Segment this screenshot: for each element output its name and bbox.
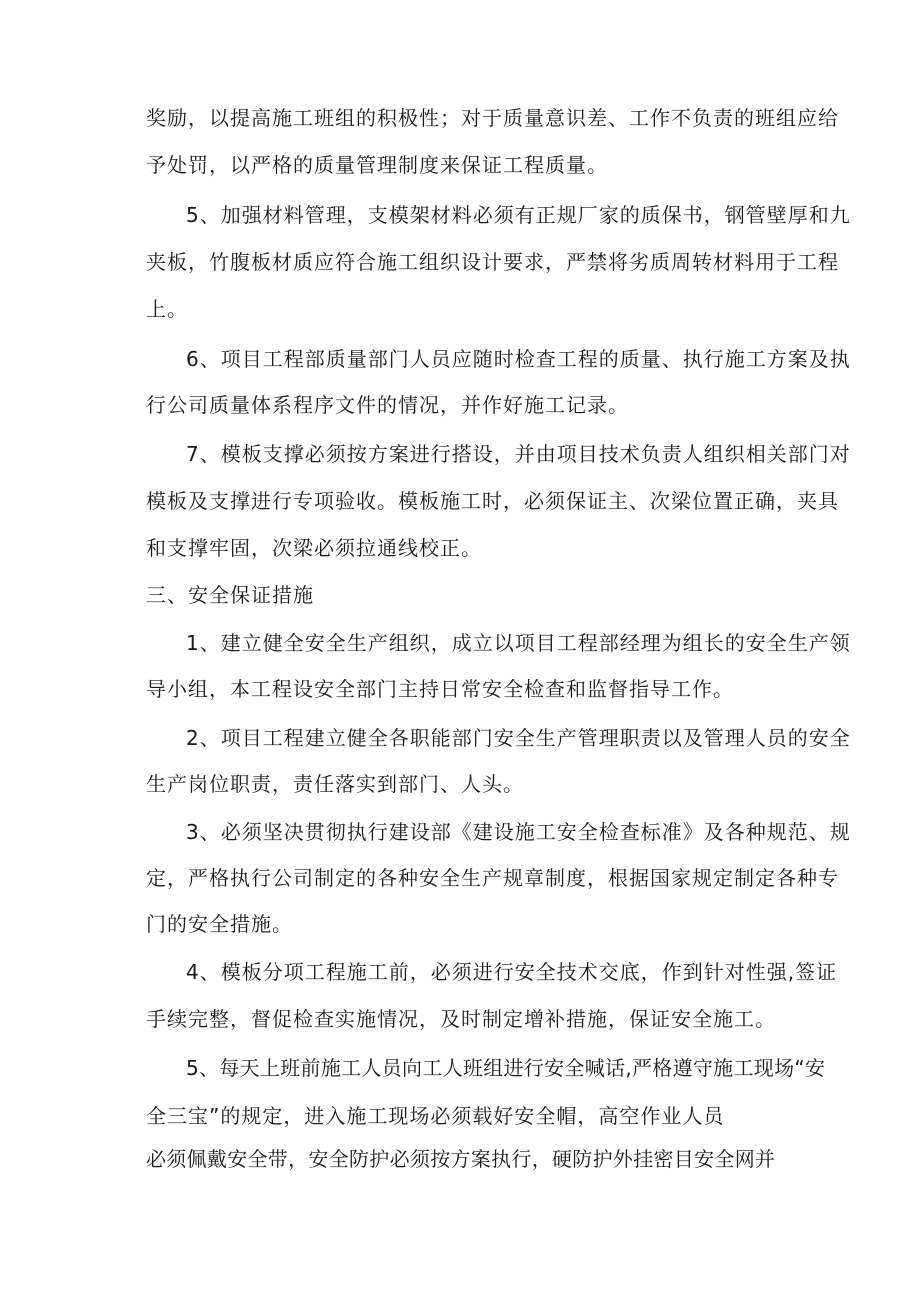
text-line: 7、模板支撑必须按方案进行搭设，并由项目技术负责人组织相关部门对 <box>186 442 851 466</box>
text-line: 门的安全措施。 <box>146 912 293 936</box>
text-line: 1、建立健全安全生产组织，成立以项目工程部经理为组长的安全生产领 <box>186 631 851 655</box>
text-line: 2、项目工程建立健全各职能部门安全生产管理职责以及管理人员的安全 <box>186 726 851 750</box>
text-line: 5、加强材料管理，支模架材料必须有正规厂家的质保书，钢管壁厚和九 <box>186 203 851 227</box>
text-line: 4、模板分项工程施工前，必须进行安全技术交底，作到针对性强,签证 <box>186 960 838 984</box>
text-line: 夹板，竹腹板材质应符合施工组织设计要求，严禁将劣质周转材料用于工程 <box>146 250 839 274</box>
text-line: 行公司质量体系程序文件的情况，并作好施工记录。 <box>146 393 629 417</box>
text-line: 予处罚，以严格的质量管理制度来保证工程质量。 <box>146 153 608 177</box>
text-line: 和支撑牢固，次梁必须拉通线校正。 <box>146 536 482 560</box>
text-line: 定，严格执行公司制定的各种安全生产规章制度，根据国家规定制定各种专 <box>146 866 839 890</box>
text-line: 模板及支撑进行专项验收。模板施工时，必须保证主、次梁位置正确，夹具 <box>146 489 839 513</box>
text-line: 生产岗位职责，责任落实到部门、人头。 <box>146 772 524 796</box>
text-line: 手续完整，督促检查实施情况，及时制定增补措施，保证安全施工。 <box>146 1007 776 1031</box>
text-line: 上。 <box>146 297 188 321</box>
text-line: 奖励，以提高施工班组的积极性；对于质量意识差、工作不负责的班组应给 <box>146 106 839 130</box>
text-line: 全三宝”的规定，进入施工现场必须载好安全帽，高空作业人员 <box>146 1104 725 1128</box>
section-heading: 三、安全保证措施 <box>146 583 314 607</box>
text-line: 5、每天上班前施工人员向工人班组进行安全喊话,严格遵守施工现场“安 <box>186 1056 826 1080</box>
text-line: 必须佩戴安全带，安全防护必须按方案执行，硬防护外挂密目安全网并 <box>146 1147 776 1171</box>
text-line: 3、必须坚决贯彻执行建设部《建设施工安全检查标准》及各种规范、规 <box>186 820 851 844</box>
text-line: 6、项目工程部质量部门人员应随时检查工程的质量、执行施工方案及执 <box>186 347 851 371</box>
text-line: 导小组，本工程设安全部门主持日常安全检查和监督指导工作。 <box>146 677 734 701</box>
